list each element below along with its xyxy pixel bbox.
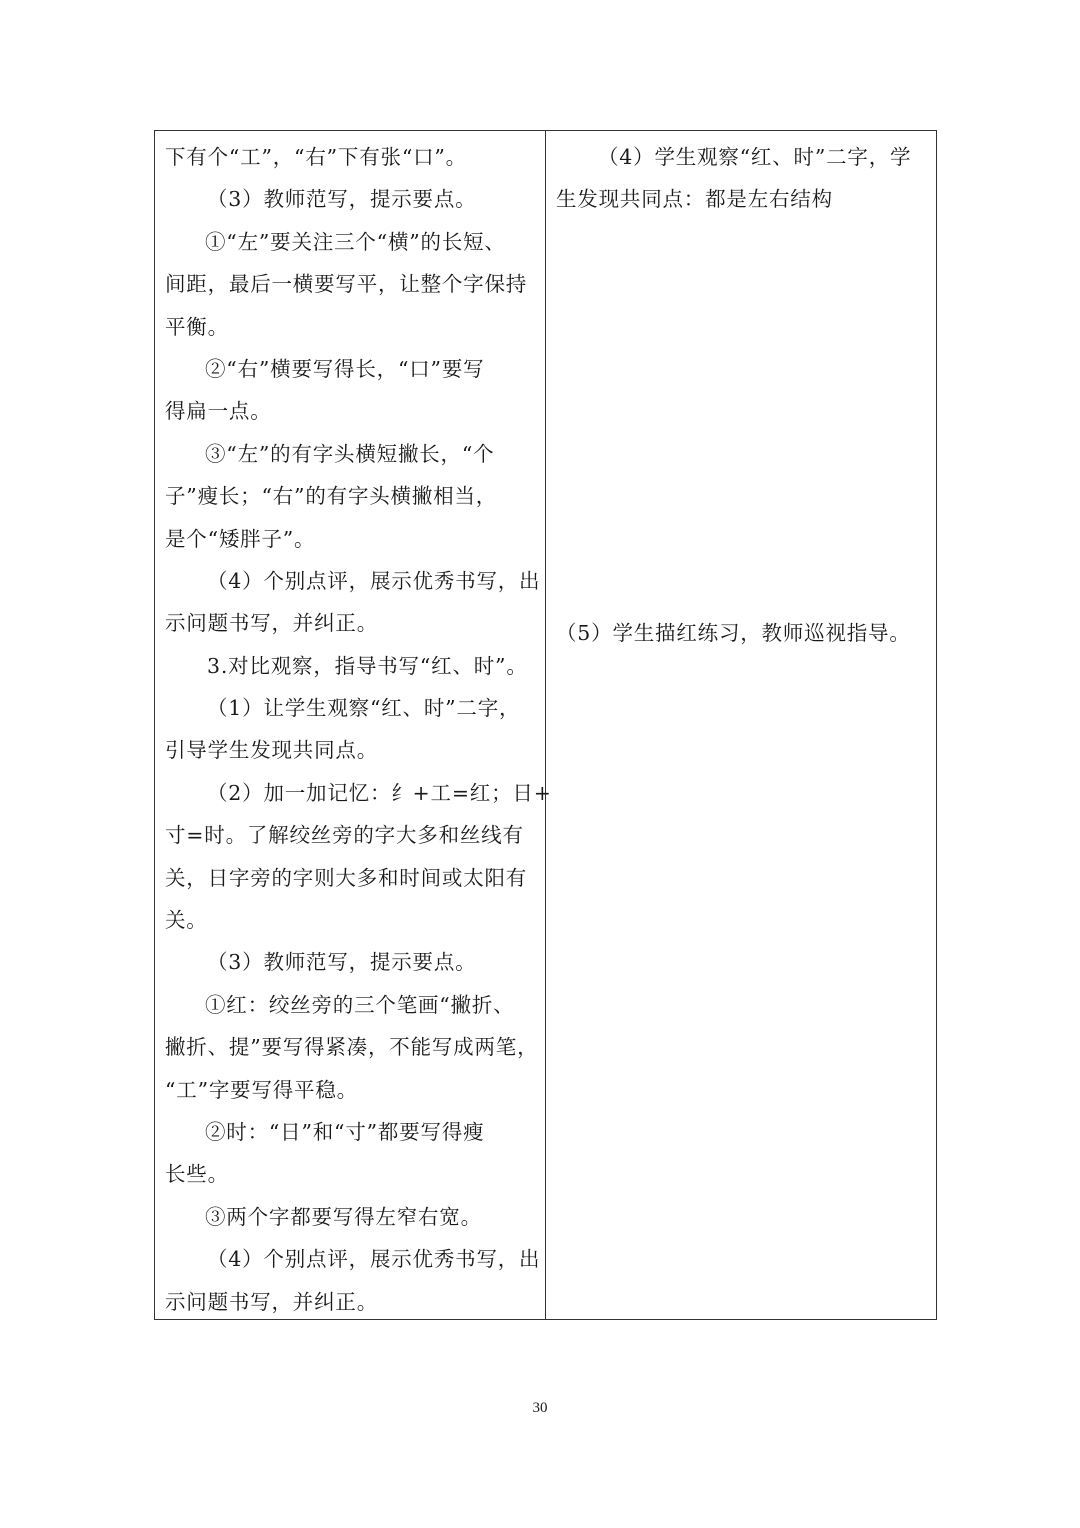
text-line: ②“右”横要写得长，“口”要写 bbox=[205, 356, 485, 381]
text-line: 平衡。 bbox=[165, 314, 229, 339]
text-line: 关，日字旁的字则大多和时间或太阳有 bbox=[165, 865, 528, 890]
text-line: （4）学生观察“红、时”二字，学 bbox=[598, 145, 912, 169]
text-line: ③“左”的有字头横短撇长，“个 bbox=[205, 441, 495, 466]
text-line: 示问题书写，并纠正。 bbox=[165, 611, 378, 636]
text-line: （1）让学生观察“红、时”二字， bbox=[207, 696, 521, 721]
text-line: 长些。 bbox=[165, 1162, 229, 1187]
text-line: ③两个字都要写得左窄右宽。 bbox=[205, 1204, 482, 1229]
text-line: 关。 bbox=[165, 908, 208, 933]
text-line: 间距，最后一横要写平，让整个字保持 bbox=[165, 272, 528, 297]
text-line: 得扁一点。 bbox=[165, 399, 272, 424]
student-activity-column bbox=[546, 131, 936, 1319]
text-line: （5）学生描红练习，教师巡视指导。 bbox=[556, 621, 911, 645]
text-line: ②时：“日”和“寸”都要写得瘦 bbox=[205, 1119, 485, 1144]
text-line: 子”瘦长；“右”的有字头横撇相当， bbox=[165, 484, 498, 509]
text-line: 引导学生发现共同点。 bbox=[165, 738, 378, 763]
text-line: 是个“矮胖子”。 bbox=[165, 526, 316, 551]
text-line: 3.对比观察，指导书写“红、时”。 bbox=[207, 653, 528, 678]
text-line: 寸=时。了解绞丝旁的字大多和丝线有 bbox=[165, 823, 524, 848]
text-line: “工”字要写得平稳。 bbox=[165, 1077, 358, 1102]
text-line: 示问题书写，并纠正。 bbox=[165, 1289, 378, 1314]
text-line: （4）个别点评，展示优秀书写，出 bbox=[207, 1247, 541, 1272]
page-number: 30 bbox=[532, 1400, 548, 1416]
text-line: 下有个“工”，“右”下有张“口”。 bbox=[165, 145, 467, 169]
text-line: ①“左”要关注三个“横”的长短、 bbox=[205, 229, 506, 254]
text-line: 生发现共同点：都是左右结构 bbox=[556, 187, 833, 212]
text-line: （3）教师范写，提示要点。 bbox=[207, 950, 477, 975]
text-line: ①红：绞丝旁的三个笔画“撇折、 bbox=[205, 992, 515, 1017]
teacher-activity-column bbox=[155, 131, 552, 1319]
text-line: （3）教师范写，提示要点。 bbox=[207, 187, 477, 212]
lesson-table bbox=[154, 130, 937, 1320]
text-line: （2）加一加记忆：纟+工=红；日+ bbox=[207, 780, 552, 805]
text-line: 撇折、提”要写得紧凑，不能写成两笔， bbox=[165, 1035, 539, 1060]
text-line: （4）个别点评，展示优秀书写，出 bbox=[207, 568, 541, 593]
